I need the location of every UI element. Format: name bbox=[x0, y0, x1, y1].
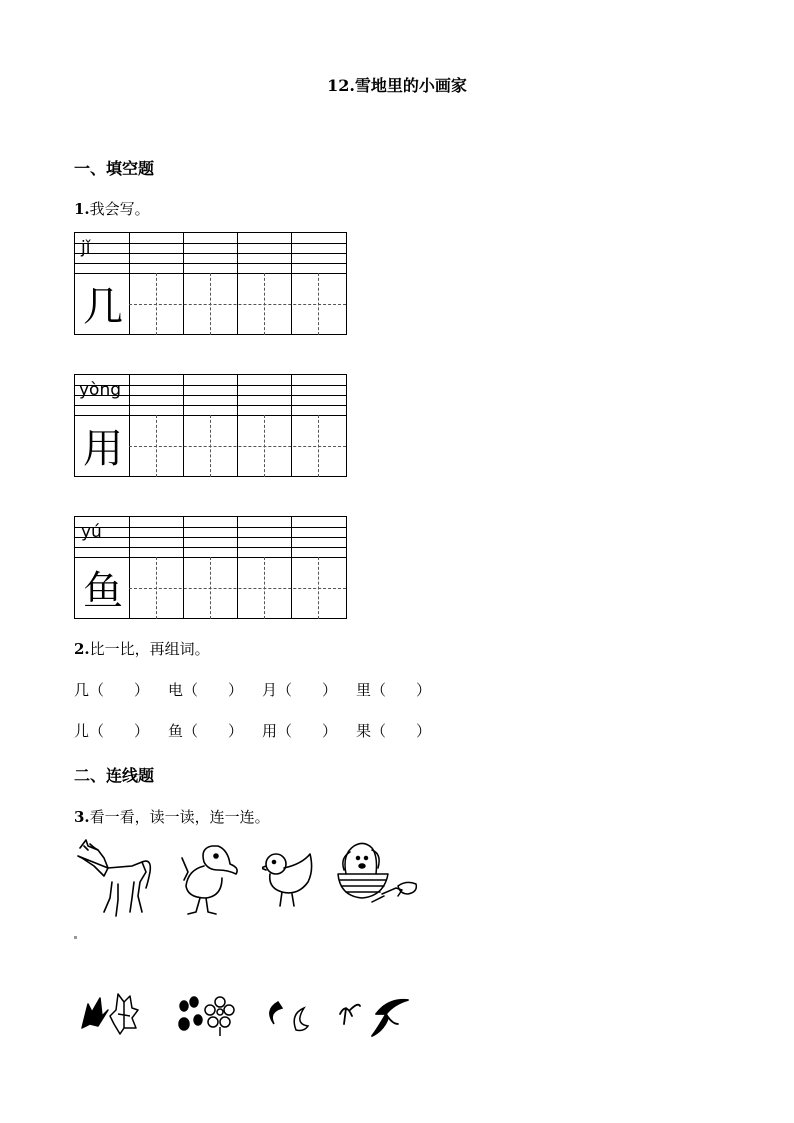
word-blank[interactable]: 电（ ） bbox=[168, 681, 244, 699]
plum-blossom-print-icon[interactable] bbox=[176, 994, 236, 1038]
model-character: 几 bbox=[83, 284, 123, 330]
section-heading-fill-in: 一、填空题 bbox=[74, 159, 155, 178]
word-blank[interactable]: 用（ ） bbox=[262, 722, 338, 740]
leaf-print-icon[interactable] bbox=[78, 988, 140, 1036]
question-1 bbox=[74, 198, 150, 219]
page-title: 12.雪地里的小画家 bbox=[327, 76, 467, 95]
word-blank[interactable]: 鱼（ ） bbox=[168, 722, 244, 740]
word-blank[interactable]: 儿（ ） bbox=[74, 722, 150, 740]
pinyin-label: yú bbox=[81, 522, 102, 542]
question-2 bbox=[74, 638, 210, 659]
word-blank[interactable]: 果（ ） bbox=[356, 722, 432, 740]
pinyin-label: yòng bbox=[79, 380, 122, 400]
question-1-text: 我会写。 bbox=[89, 200, 150, 218]
model-character: 用 bbox=[83, 426, 123, 472]
section-heading-matching: 二、连线题 bbox=[74, 766, 155, 785]
divider-dot bbox=[74, 936, 77, 939]
writing-grid-yong[interactable] bbox=[74, 374, 347, 477]
question-1-number: 1. bbox=[74, 200, 90, 218]
word-blank[interactable]: 月（ ） bbox=[262, 681, 338, 699]
puppy-icon[interactable] bbox=[332, 836, 422, 912]
word-blank[interactable]: 几（ ） bbox=[74, 681, 150, 699]
horse-icon[interactable] bbox=[74, 836, 154, 920]
question-3-number: 3. bbox=[74, 808, 90, 826]
writing-grid-ji[interactable] bbox=[74, 232, 347, 335]
bamboo-leaf-print-icon[interactable] bbox=[336, 994, 410, 1040]
question-2-number: 2. bbox=[74, 640, 90, 658]
word-blank[interactable]: 里（ ） bbox=[356, 681, 432, 699]
writing-grid-yu[interactable] bbox=[74, 516, 347, 619]
crescent-print-icon[interactable] bbox=[264, 998, 312, 1034]
model-character: 鱼 bbox=[83, 568, 123, 614]
chick-icon[interactable] bbox=[262, 850, 316, 910]
duck-icon[interactable] bbox=[178, 840, 242, 918]
question-3-text: 看一看，读一读，连一连。 bbox=[89, 808, 270, 826]
pinyin-label: jǐ bbox=[81, 238, 91, 258]
question-3 bbox=[74, 806, 270, 827]
question-2-text: 比一比，再组词。 bbox=[89, 640, 210, 658]
